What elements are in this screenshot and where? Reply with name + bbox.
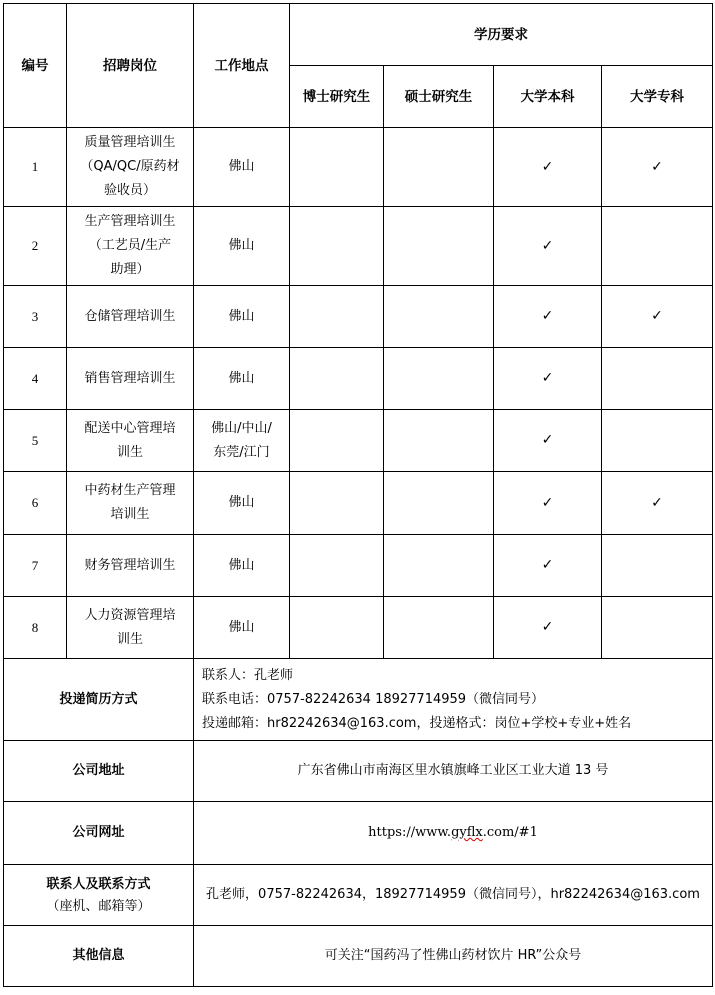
- cell-phd: [290, 207, 384, 286]
- cell-college: [602, 128, 713, 207]
- contact-info-title: 联系人及联系方式: [46, 877, 151, 892]
- row-position: [67, 348, 194, 410]
- header-location: 工作地点: [194, 4, 290, 128]
- position-line: 仓储管理培训生: [84, 308, 176, 324]
- resume-details: [194, 659, 713, 741]
- header-position: 招聘岗位: [67, 4, 194, 128]
- cell-college: [602, 472, 713, 535]
- row-location: [194, 535, 290, 597]
- table-row: [4, 207, 713, 286]
- table-row: [4, 472, 713, 535]
- position-line: 中药材生产管理: [84, 483, 176, 498]
- check-mark-icon: ✓: [541, 308, 554, 324]
- row-location: [194, 472, 290, 535]
- row-location: [194, 128, 290, 207]
- position-line: 财务管理培训生: [84, 557, 176, 573]
- check-mark-icon: ✓: [651, 308, 663, 324]
- cell-bachelor: [494, 597, 602, 659]
- location-line: 佛山: [228, 495, 255, 510]
- row-location: [194, 207, 290, 286]
- cell-bachelor: [494, 410, 602, 472]
- contact-info-value: 孔老师，0757-82242634，18927714959（微信同号），hr82242634@163.com: [194, 865, 713, 926]
- website-prefix: https://www.: [368, 825, 452, 840]
- row-position: [67, 472, 194, 535]
- row-location: [194, 348, 290, 410]
- job-rows: [4, 128, 713, 659]
- resume-label: 投递简历方式: [4, 659, 194, 741]
- website-suffix: .com/#1: [482, 825, 538, 840]
- check-mark-icon: ✓: [541, 494, 554, 511]
- table-row: [4, 535, 713, 597]
- row-position: [67, 207, 194, 286]
- cell-college: [602, 535, 713, 597]
- check-mark-icon: ✓: [651, 158, 663, 175]
- position-line: （QA/QC/原药材: [80, 159, 180, 174]
- cell-phd: [290, 535, 384, 597]
- cell-master: [384, 348, 494, 410]
- resume-phone: 联系电话：0757-82242634 18927714959（微信同号）: [202, 691, 545, 707]
- row-position: [67, 410, 194, 472]
- location-line: 佛山: [228, 308, 255, 324]
- header-college: 大学专科: [602, 66, 713, 128]
- check-mark-icon: ✓: [541, 237, 554, 254]
- other-value: 可关注“国药冯了性佛山药材饮片 HR”公众号: [194, 926, 713, 987]
- cell-college: [602, 597, 713, 659]
- contact-info-sublabel: （座机、邮箱等）: [46, 899, 151, 914]
- row-position: [67, 535, 194, 597]
- cell-bachelor: [494, 128, 602, 207]
- cell-college: [602, 207, 713, 286]
- address-label: 公司地址: [4, 741, 194, 802]
- row-number: 1: [4, 128, 67, 207]
- row-location: [194, 410, 290, 472]
- table-row: [4, 286, 713, 348]
- location-line: 佛山: [228, 159, 255, 174]
- location-line: 佛山/中山/: [211, 420, 272, 436]
- cell-phd: [290, 472, 384, 535]
- location-line: 东莞/江门: [213, 444, 270, 460]
- row-number: 4: [4, 348, 67, 410]
- row-position: [67, 286, 194, 348]
- row-location: [194, 597, 290, 659]
- website-label: 公司网址: [4, 802, 194, 865]
- cell-phd: [290, 410, 384, 472]
- cell-college: [602, 348, 713, 410]
- position-line: 质量管理培训生: [84, 135, 176, 150]
- header-phd: 博士研究生: [290, 66, 384, 128]
- row-number: 8: [4, 597, 67, 659]
- header-bachelor: 大学本科: [494, 66, 602, 128]
- position-line: 助理）: [110, 262, 150, 277]
- cell-master: [384, 207, 494, 286]
- position-line: 人力资源管理培: [84, 607, 176, 623]
- cell-college: [602, 286, 713, 348]
- table-row: [4, 348, 713, 410]
- cell-phd: [290, 597, 384, 659]
- cell-master: [384, 472, 494, 535]
- position-line: 验收员）: [103, 183, 156, 198]
- row-number: 7: [4, 535, 67, 597]
- check-mark-icon: ✓: [651, 494, 663, 511]
- position-line: 培训生: [110, 507, 150, 522]
- check-mark-icon: ✓: [541, 432, 554, 448]
- header-education: 学历要求: [290, 4, 713, 66]
- table-row: [4, 410, 713, 472]
- row-number: 2: [4, 207, 67, 286]
- check-mark-icon: ✓: [541, 557, 554, 573]
- cell-master: [384, 128, 494, 207]
- table-row: [4, 128, 713, 207]
- row-location: [194, 286, 290, 348]
- check-mark-icon: ✓: [541, 158, 554, 175]
- cell-phd: [290, 348, 384, 410]
- location-line: 佛山: [228, 238, 255, 253]
- row-number: 6: [4, 472, 67, 535]
- position-line: 销售管理培训生: [84, 370, 176, 386]
- position-line: 配送中心管理培: [84, 420, 176, 436]
- recruitment-table: [3, 3, 713, 987]
- cell-master: [384, 535, 494, 597]
- cell-bachelor: [494, 348, 602, 410]
- check-mark-icon: ✓: [541, 370, 554, 386]
- position-line: 训生: [116, 444, 143, 460]
- cell-bachelor: [494, 207, 602, 286]
- table-row: [4, 597, 713, 659]
- header-number: 编号: [4, 4, 67, 128]
- resume-email: 投递邮箱：hr82242634@163.com，投递格式：岗位+学校+专业+姓名: [202, 715, 632, 731]
- position-line: （工艺员/生产: [88, 238, 172, 253]
- location-line: 佛山: [228, 370, 255, 386]
- cell-bachelor: [494, 472, 602, 535]
- location-line: 佛山: [228, 619, 255, 635]
- row-number: 5: [4, 410, 67, 472]
- website-domain: gyflx: [451, 825, 483, 840]
- row-position: [67, 128, 194, 207]
- cell-phd: [290, 286, 384, 348]
- cell-phd: [290, 128, 384, 207]
- cell-college: [602, 410, 713, 472]
- location-line: 佛山: [228, 557, 255, 573]
- website-value[interactable]: [194, 802, 713, 865]
- cell-master: [384, 597, 494, 659]
- cell-bachelor: [494, 286, 602, 348]
- contact-info-label: [4, 865, 194, 926]
- resume-contact: 联系人：孔老师: [202, 667, 294, 683]
- cell-master: [384, 286, 494, 348]
- position-line: 训生: [116, 631, 143, 647]
- check-mark-icon: ✓: [541, 619, 554, 635]
- row-number: 3: [4, 286, 67, 348]
- row-position: [67, 597, 194, 659]
- header-master: 硕士研究生: [384, 66, 494, 128]
- address-value: 广东省佛山市南海区里水镇旗峰工业区工业大道 13 号: [194, 741, 713, 802]
- cell-master: [384, 410, 494, 472]
- position-line: 生产管理培训生: [84, 214, 176, 229]
- cell-bachelor: [494, 535, 602, 597]
- other-label: 其他信息: [4, 926, 194, 987]
